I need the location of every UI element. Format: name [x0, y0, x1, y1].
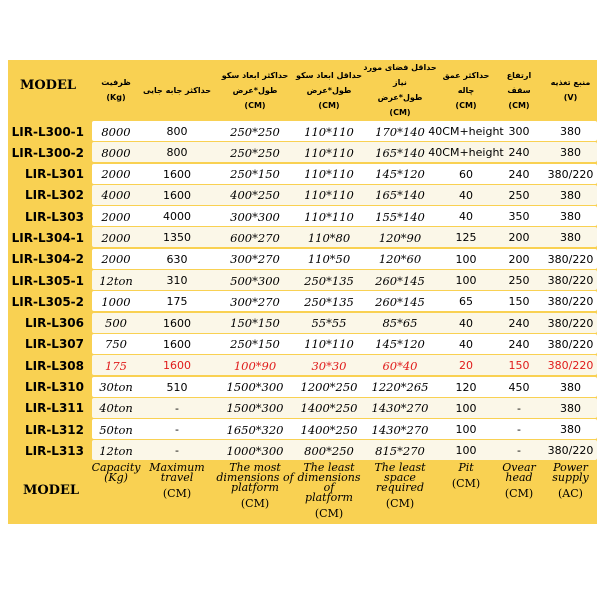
capacity-cell: 30ton — [99, 380, 133, 395]
pit-cell: 40 — [459, 337, 473, 351]
footer-line: dimensions of — [297, 471, 361, 494]
power-cell: 380 — [560, 188, 581, 202]
min-space-cell: 165*140 — [375, 145, 425, 160]
min-platform-cell: 250*135 — [304, 294, 354, 309]
footer-line: Pit — [458, 461, 474, 474]
pit-cell: 100 — [455, 274, 477, 288]
footer-line: Power — [553, 461, 588, 474]
min-platform-cell: 110*80 — [307, 230, 351, 245]
model-cell: LIR-L308 — [24, 358, 84, 373]
capacity-cell: 2000 — [101, 252, 131, 267]
model-cell: LIR-L305-2 — [11, 294, 84, 309]
table-row — [8, 334, 597, 355]
min-platform-cell: 1400*250 — [300, 422, 358, 437]
overhead-cell: 300 — [508, 125, 530, 138]
capacity-cell: 2000 — [101, 230, 131, 245]
footer-line: Capacity — [91, 461, 141, 474]
capacity-cell: 8000 — [101, 124, 131, 139]
max-travel-cell: 630 — [166, 252, 188, 266]
header-label: ارتفاع سقف — [506, 70, 532, 95]
header-capacity — [92, 60, 140, 120]
overhead-cell: - — [517, 423, 521, 437]
footer-unit: (CM) — [162, 487, 192, 500]
min-platform-cell: 800*250 — [304, 443, 354, 458]
footer-line: Maximum — [149, 461, 205, 474]
capacity-cell: 8000 — [101, 145, 131, 160]
pit-cell: 40 — [459, 210, 473, 224]
model-column-header: MODEL — [19, 78, 77, 93]
max-platform-cell: 250*150 — [230, 337, 280, 352]
footer-line: platform — [305, 491, 353, 504]
max-travel-cell: 1600 — [163, 337, 191, 351]
header-sublabel: طول*عرض — [377, 93, 423, 102]
footer-line: head — [505, 471, 533, 484]
footer-overhead-label — [494, 463, 544, 499]
min-platform-cell: 1400*250 — [300, 401, 358, 416]
overhead-cell: 250 — [508, 274, 530, 288]
model-cell: LIR-L310 — [24, 380, 84, 395]
min-platform-cell: 110*50 — [307, 252, 351, 267]
min-space-cell: 260*145 — [375, 273, 425, 288]
max-travel-cell: 310 — [166, 274, 188, 288]
overhead-cell: - — [517, 444, 521, 458]
model-footer-label: MODEL — [22, 483, 80, 498]
model-cell: LIR-L306 — [24, 316, 84, 331]
header-sublabel: طول*عرض — [232, 85, 278, 95]
power-cell: 380/220 — [547, 167, 594, 181]
pit-cell: 60 — [459, 167, 473, 181]
min-space-cell: 120*90 — [378, 230, 422, 245]
pit-cell: 100 — [455, 444, 477, 458]
pit-cell: 120 — [455, 380, 477, 394]
capacity-cell: 2000 — [101, 167, 131, 182]
overhead-cell: 350 — [508, 210, 530, 224]
pit-cell: 100 — [455, 401, 477, 415]
power-cell: 380/220 — [547, 295, 594, 309]
pit-cell: 65 — [459, 295, 473, 309]
header-unit: (V) — [563, 93, 578, 102]
table-row — [8, 291, 597, 312]
min-platform-cell: 110*110 — [304, 124, 354, 139]
overhead-cell: 240 — [508, 316, 530, 330]
header-label: حداقل فضای مورد نیاز — [363, 63, 437, 87]
capacity-cell: 500 — [105, 316, 127, 331]
footer-line: The least space — [374, 461, 426, 484]
table-row — [8, 249, 597, 270]
min-platform-cell: 30*30 — [311, 358, 347, 373]
power-cell: 380/220 — [547, 316, 594, 330]
model-cell: LIR-L305-1 — [11, 273, 84, 288]
model-cell: LIR-L300-1 — [11, 124, 84, 139]
min-platform-cell: 110*110 — [304, 167, 354, 182]
max-travel-cell: 800 — [166, 146, 188, 160]
pit-cell: 40CM+height — [428, 125, 504, 138]
header-unit: (CM) — [508, 100, 530, 110]
max-platform-cell: 600*270 — [230, 230, 280, 245]
footer-max-travel-label — [140, 463, 214, 499]
min-platform-cell: 250*135 — [304, 273, 354, 288]
footer-unit: (CM) — [504, 487, 534, 500]
pit-cell: 40 — [459, 188, 473, 202]
power-cell: 380 — [560, 380, 581, 394]
power-cell: 380 — [560, 231, 581, 245]
pit-cell: 100 — [455, 423, 477, 437]
model-cell: LIR-L304-1 — [11, 230, 84, 245]
model-cell: LIR-L313 — [24, 443, 84, 458]
footer-line: The most — [229, 461, 281, 474]
capacity-cell: 1000 — [101, 294, 131, 309]
capacity-cell: 175 — [105, 358, 127, 373]
footer-line: dimensions of — [216, 471, 294, 484]
power-cell: 380 — [560, 401, 581, 415]
table-header-persian — [8, 60, 597, 120]
table-row — [8, 355, 597, 376]
header-unit: (CM) — [318, 100, 340, 110]
overhead-cell: 200 — [508, 252, 530, 266]
max-platform-cell: 250*150 — [230, 167, 280, 182]
max-platform-cell: 150*150 — [230, 316, 280, 331]
capacity-cell: 50ton — [99, 422, 133, 437]
header-min-space — [362, 60, 438, 120]
header-label: منبع تغذیه — [550, 78, 591, 87]
max-platform-cell: 300*300 — [230, 209, 280, 224]
footer-unit: (CM) — [240, 497, 270, 510]
max-travel-cell: 4000 — [163, 210, 191, 224]
min-platform-cell: 55*55 — [311, 316, 347, 331]
footer-line: platform — [231, 481, 279, 494]
overhead-cell: 450 — [508, 380, 530, 394]
max-travel-cell: 800 — [166, 125, 188, 138]
min-platform-cell: 110*110 — [304, 145, 354, 160]
pit-cell: 125 — [455, 231, 477, 245]
min-space-cell: 60*40 — [382, 358, 418, 373]
overhead-cell: 240 — [508, 146, 530, 160]
pit-cell: 100 — [455, 252, 477, 266]
table-row — [8, 227, 597, 248]
max-travel-cell: 1600 — [163, 167, 191, 181]
min-space-cell: 260*145 — [375, 294, 425, 309]
min-space-cell: 145*120 — [375, 167, 425, 182]
header-overhead — [494, 60, 544, 120]
model-cell: LIR-L304-2 — [11, 252, 84, 267]
table-row — [8, 419, 597, 440]
overhead-cell: 240 — [508, 167, 530, 181]
min-space-cell: 1430*270 — [371, 401, 429, 416]
min-platform-cell: 1200*250 — [300, 380, 358, 395]
table-row — [8, 440, 597, 461]
power-cell: 380/220 — [547, 252, 594, 266]
min-space-cell: 120*60 — [378, 252, 422, 267]
max-travel-cell: 1600 — [163, 316, 191, 330]
power-cell: 380 — [560, 146, 581, 160]
max-platform-cell: 300*270 — [230, 252, 280, 267]
header-label: حداکثر عمق چاله — [442, 70, 490, 95]
model-cell: LIR-L307 — [24, 337, 84, 352]
overhead-cell: 250 — [508, 188, 530, 202]
max-travel-cell: - — [175, 444, 179, 458]
overhead-cell: 200 — [508, 231, 530, 245]
capacity-cell: 12ton — [99, 443, 133, 458]
min-space-cell: 145*120 — [375, 337, 425, 352]
header-label: حداکثر ابعاد سکو — [221, 70, 289, 80]
header-power — [544, 60, 597, 120]
footer-pit-label — [438, 463, 494, 489]
power-cell: 380/220 — [547, 359, 594, 373]
footer-unit: (CM) — [451, 477, 481, 490]
header-max-platform — [214, 60, 296, 120]
min-space-cell: 815*270 — [375, 443, 425, 458]
footer-power-label — [544, 463, 597, 499]
footer-capacity-label — [92, 463, 140, 483]
pit-cell: 40 — [459, 316, 473, 330]
footer-line: The least — [303, 461, 355, 474]
max-travel-cell: 1350 — [163, 231, 191, 245]
header-min-platform — [296, 60, 362, 120]
footer-min-space-label — [362, 463, 438, 509]
model-cell: LIR-L302 — [24, 188, 84, 203]
model-cell: LIR-L303 — [24, 209, 84, 224]
power-cell: 380/220 — [547, 444, 594, 458]
min-space-cell: 155*140 — [375, 209, 425, 224]
footer-unit: (AC) — [558, 487, 583, 500]
capacity-cell: 4000 — [101, 188, 131, 203]
max-platform-cell: 1650*320 — [226, 422, 284, 437]
table-row — [8, 270, 597, 291]
max-platform-cell: 1500*300 — [226, 380, 284, 395]
footer-line: travel — [160, 471, 194, 484]
max-travel-cell: 175 — [166, 295, 188, 309]
pit-cell: 40CM+height — [428, 146, 504, 160]
table-row — [8, 121, 597, 142]
header-label: حداکثر جابه جایی — [142, 85, 212, 95]
power-cell: 380/220 — [547, 274, 594, 288]
footer-line: required — [375, 481, 425, 494]
overhead-cell: 240 — [508, 337, 530, 351]
model-cell: LIR-L312 — [24, 422, 84, 437]
min-platform-cell: 110*110 — [304, 209, 354, 224]
max-travel-cell: - — [175, 401, 179, 415]
header-label: ظرفیت — [101, 78, 131, 87]
capacity-cell: 2000 — [101, 209, 131, 224]
table-body — [8, 121, 597, 462]
max-travel-cell: - — [175, 423, 179, 437]
header-unit: (CM) — [244, 100, 266, 110]
model-cell: LIR-L311 — [24, 401, 84, 416]
table-footer-english — [8, 461, 597, 524]
power-cell: 380 — [560, 423, 581, 437]
footer-min-platform-label — [296, 463, 362, 519]
min-space-cell: 165*140 — [375, 188, 425, 203]
header-unit: (CM) — [455, 100, 477, 110]
overhead-cell: - — [517, 401, 521, 415]
footer-unit: (CM) — [385, 497, 415, 510]
overhead-cell: 150 — [508, 359, 530, 373]
max-travel-cell: 1600 — [163, 359, 191, 373]
max-platform-cell: 250*250 — [230, 145, 280, 160]
table-row — [8, 142, 597, 163]
max-travel-cell: 510 — [166, 380, 188, 394]
header-max-travel — [140, 60, 214, 120]
table-row — [8, 206, 597, 227]
header-pit — [438, 60, 494, 120]
max-platform-cell: 1500*300 — [226, 401, 284, 416]
min-platform-cell: 110*110 — [304, 188, 354, 203]
max-platform-cell: 500*300 — [230, 273, 280, 288]
max-travel-cell: 1600 — [163, 188, 191, 202]
model-cell: LIR-L300-2 — [11, 145, 84, 160]
min-space-cell: 1220*265 — [371, 380, 429, 395]
footer-line: Ovear — [502, 461, 536, 474]
header-unit: (CM) — [389, 108, 411, 117]
min-space-cell: 1430*270 — [371, 422, 429, 437]
footer-line: (Kg) — [104, 471, 128, 484]
max-platform-cell: 400*250 — [230, 188, 280, 203]
table-row — [8, 398, 597, 419]
power-cell: 380/220 — [547, 337, 594, 351]
header-unit: (Kg) — [106, 93, 126, 102]
capacity-cell: 12ton — [99, 273, 133, 288]
pit-cell: 20 — [459, 359, 473, 373]
footer-line: supply — [552, 471, 589, 484]
capacity-cell: 750 — [105, 337, 127, 352]
capacity-cell: 40ton — [99, 401, 133, 416]
header-sublabel: طول*عرض — [306, 85, 352, 95]
power-cell: 380 — [560, 210, 581, 224]
table-row — [8, 164, 597, 185]
overhead-cell: 150 — [508, 295, 530, 309]
max-platform-cell: 300*270 — [230, 294, 280, 309]
power-cell: 380 — [560, 125, 581, 138]
table-row — [8, 377, 597, 398]
table-row — [8, 313, 597, 334]
model-cell: LIR-L301 — [24, 167, 84, 182]
header-label: حداقل ابعاد سکو — [296, 70, 362, 80]
footer-unit: (CM) — [314, 507, 344, 520]
footer-max-platform-label — [214, 463, 296, 509]
min-space-cell: 85*65 — [382, 316, 418, 331]
min-platform-cell: 110*110 — [304, 337, 354, 352]
max-platform-cell: 250*250 — [230, 124, 280, 139]
table-row — [8, 185, 597, 206]
min-space-cell: 170*140 — [375, 124, 425, 139]
max-platform-cell: 1000*300 — [226, 443, 284, 458]
max-platform-cell: 100*90 — [233, 358, 277, 373]
